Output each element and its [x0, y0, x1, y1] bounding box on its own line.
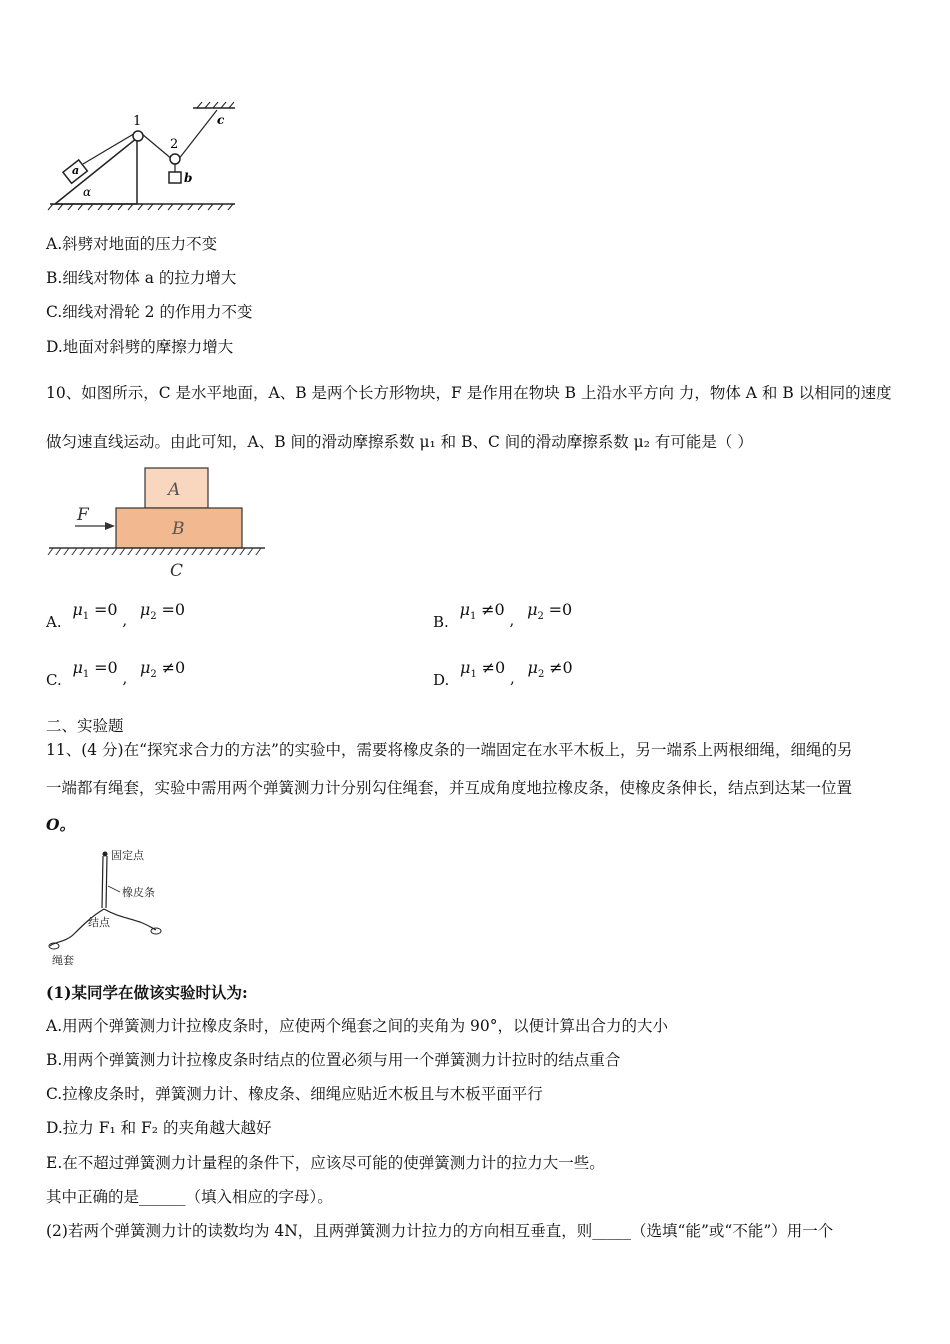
- q10-stem-line1: 10、如图所示，C 是水平地面，A、B 是两个长方形物块，F 是作用在物块 B 上沿水平方向 力，物体 A 和 B 以相同的速度: [46, 384, 892, 402]
- label-rubber-band: 橡皮条: [122, 886, 155, 899]
- q10-option-a: A. $\mu_1 =0$ , $\mu_2 =0$: [46, 600, 186, 631]
- q9-option-d: D.地面对斜劈的摩擦力增大: [46, 338, 234, 356]
- q11-sub1-option-d: D.拉力 F₁ 和 F₂ 的夹角越大越好: [46, 1119, 272, 1137]
- label-fixed-point: 固定点: [111, 849, 144, 862]
- pulley-incline-figure: [45, 100, 245, 212]
- q11-sub1-option-e: E.在不超过弹簧测力计量程的条件下，应该尽可能的使弹簧测力计的拉力大一些。: [46, 1154, 605, 1172]
- q10-option-c: C. $\mu_1 =0$ , $\mu_2 \ne 0$: [46, 658, 186, 689]
- label-A: A: [168, 480, 181, 500]
- label-b: b: [184, 171, 193, 185]
- label-2: 2: [170, 137, 179, 152]
- label-C: C: [170, 561, 184, 581]
- option-letter: D.: [433, 671, 450, 689]
- q11-sub1-option-c: C.拉橡皮条时，弹簧测力计、橡皮条、细绳应贴近木板且与木板平面平行: [46, 1085, 543, 1103]
- q11-sub1-title: (1)某同学在做该实验时认为:: [46, 983, 248, 1002]
- label-a: a: [72, 164, 80, 177]
- label-B: B: [172, 519, 185, 539]
- q9-option-c: C.细线对滑轮 2 的作用力不变: [46, 303, 253, 321]
- option-letter: C.: [46, 671, 62, 689]
- label-F: F: [77, 505, 89, 525]
- q11-sub1-answer: 其中正确的是______（填入相应的字母）。: [46, 1188, 333, 1206]
- option-letter: A.: [46, 613, 62, 631]
- q10-stem-line2: 做匀速直线运动。由此可知，A、B 间的滑动摩擦系数 μ₁ 和 B、C 间的滑动摩擦系数 μ₂ 有可能是（ ）: [46, 433, 753, 451]
- label-loop: 绳套: [52, 954, 74, 967]
- label-c: c: [217, 113, 225, 127]
- label-1: 1: [133, 114, 142, 129]
- q11-stem-line2: 一端都有绳套，实验中需用两个弹簧测力计分别勾住绳套，并互成角度地拉橡皮条，使橡皮条伸长，结点到达某一位置: [46, 779, 853, 797]
- q10-option-d: D. $\mu_1 \ne 0$ , $\mu_2 \ne 0$: [433, 658, 573, 689]
- q9-option-a: A.斜劈对地面的压力不变: [46, 235, 218, 253]
- rubber-band-figure: [44, 846, 174, 970]
- q9-option-b: B.细线对物体 a 的拉力增大: [46, 269, 237, 287]
- q11-sub1-option-b: B.用两个弹簧测力计拉橡皮条时结点的位置必须与用一个弹簧测力计拉时的结点重合: [46, 1051, 621, 1069]
- q10-option-b: B. $\mu_1 \ne 0$ , $\mu_2 =0$: [433, 600, 573, 631]
- q11-stem-line3: O。: [46, 815, 76, 834]
- blocks-figure: [45, 462, 270, 584]
- q11-sub2: (2)若两个弹簧测力计的读数均为 4N，且两弹簧测力计拉力的方向相互垂直，则_____（选填“能”或“不能”）用一个: [46, 1222, 834, 1240]
- label-knot: 结点: [88, 916, 110, 929]
- option-letter: B.: [433, 613, 449, 631]
- section-title: 二、实验题: [46, 717, 124, 735]
- label-alpha: α: [83, 185, 92, 199]
- q11-stem-line1: 11、(4 分)在“探究求合力的方法”的实验中，需要将橡皮条的一端固定在水平木板上，另一端系上两根细绳，细绳的另: [46, 741, 853, 759]
- q11-sub1-option-a: A.用两个弹簧测力计拉橡皮条时，应使两个绳套之间的夹角为 90°，以便计算出合力的大小: [46, 1017, 669, 1035]
